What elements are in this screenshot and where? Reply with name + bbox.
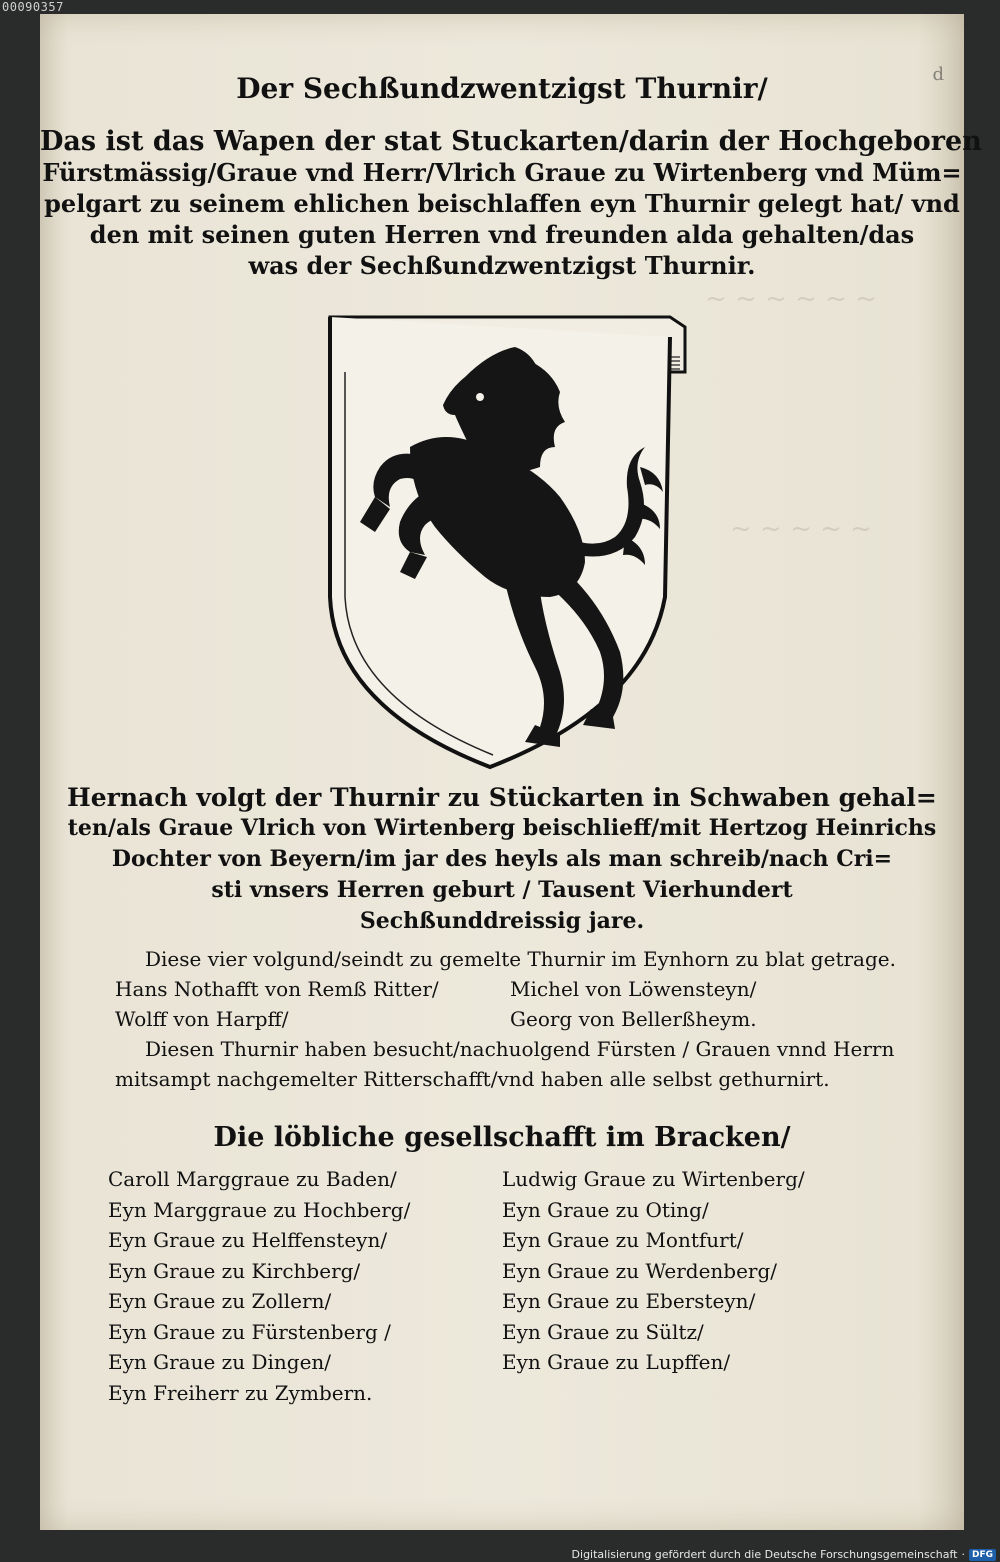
person-name: Georg von Bellerßheym.: [510, 1007, 757, 1031]
list-item: Eyn Graue zu Montfurt/: [502, 1228, 744, 1252]
list-item: Eyn Freiherr zu Zymbern.: [108, 1380, 373, 1405]
list-item: Eyn Graue zu Oting/: [502, 1197, 709, 1222]
person-name: Michel von Löwensteyn/: [510, 977, 757, 1001]
heading-line: was der Sechßundzwentzigst Thurnir.: [248, 251, 756, 280]
list-item: Eyn Graue zu Sültz/: [502, 1319, 704, 1344]
list-item: Eyn Graue zu Werdenberg/: [502, 1258, 778, 1283]
list-item: Eyn Graue zu Zollern/: [108, 1289, 332, 1313]
intro-line: Diese vier volgund/seindt zu gemelte Thurnir im Eynhorn zu blat getrage.: [145, 947, 896, 971]
heading-line: pelgart zu seinem ehlichen beischlaffen eyn Thurnir gelegt hat/ vnd: [44, 189, 960, 218]
left-name-list: [108, 1164, 410, 1408]
dfg-logo-icon: DFG: [969, 1549, 996, 1561]
visitors-line: Diesen Thurnir haben besucht/nachuolgend Fürsten / Grauen vnnd Herrn: [145, 1037, 895, 1061]
subheading-line: Sechßunddreissig jare.: [359, 908, 645, 934]
page-title: Der Sechßundzwentzigst Thurnir/: [236, 72, 768, 105]
list-item: Eyn Marggraue zu Hochberg/: [108, 1197, 411, 1222]
subheading-line: ten/als Graue Vlrich von Wirtenberg beischlieff/mit Hertzog Heinrichs: [67, 815, 937, 841]
footer-text: Digitalisierung gefördert durch die Deutsche Forschungsgemeinschaft: [571, 1548, 958, 1561]
subheading-line: sti vnsers Herren geburt / Tausent Vierhundert: [211, 877, 793, 903]
subheading-paragraph: [40, 782, 964, 937]
scan-id-label: 00090357: [2, 0, 64, 14]
heading-line: Fürstmässig/Graue vnd Herr/Vlrich Graue zu Wirtenberg vnd Müm=: [42, 158, 962, 187]
heading-line: Das ist das Wapen der stat Stuckarten/darin der Hochgeboren: [40, 126, 982, 157]
list-item: Eyn Graue zu Ebersteyn/: [502, 1289, 756, 1313]
list-item: Eyn Graue zu Lupffen/: [502, 1350, 731, 1374]
list-item: Eyn Graue zu Helffensteyn/: [108, 1228, 388, 1252]
book-page: [40, 14, 982, 1530]
subheading-line: Dochter von Beyern/im jar des heyls als man schreib/nach Cri=: [111, 846, 893, 872]
list-item: Caroll Marggraue zu Baden/: [108, 1167, 397, 1191]
names-row: [115, 1004, 915, 1034]
heading-line: den mit seinen guten Herren vnd freunden alda gehalten/das: [89, 220, 915, 249]
list-item: Eyn Graue zu Dingen/: [108, 1350, 332, 1374]
dfg-footer: [572, 1548, 996, 1561]
list-item: Eyn Graue zu Kirchberg/: [108, 1258, 361, 1283]
heading-paragraph: [40, 126, 982, 281]
bleed-through-text: ~ ~ ~ ~ ~ ~: [705, 284, 878, 314]
section-title: Die löbliche gesellschafft im Bracken/: [213, 1122, 791, 1153]
list-item: Ludwig Graue zu Wirtenberg/: [502, 1167, 805, 1191]
list-item: Eyn Graue zu Fürstenberg /: [108, 1319, 391, 1344]
person-name: Wolff von Harpff/: [115, 1007, 289, 1031]
subheading-line: Hernach volgt der Thurnir zu Stückarten in Schwaben gehal=: [67, 783, 937, 812]
visitors-line: mitsampt nachgemelter Ritterschafft/vnd haben alle selbst gethurnirt.: [115, 1067, 830, 1091]
bleed-through-text: ~ ~ ~ ~ ~: [730, 514, 872, 544]
folio-mark: d: [932, 64, 944, 85]
names-row: [115, 974, 915, 1004]
shield-with-rearing-horse-icon: [315, 297, 695, 777]
body-paragraph: [115, 944, 915, 1094]
footer-dot: ·: [961, 1548, 965, 1561]
person-name: Hans Nothafft von Remß Ritter/: [115, 977, 439, 1001]
right-name-list: [502, 1164, 805, 1378]
